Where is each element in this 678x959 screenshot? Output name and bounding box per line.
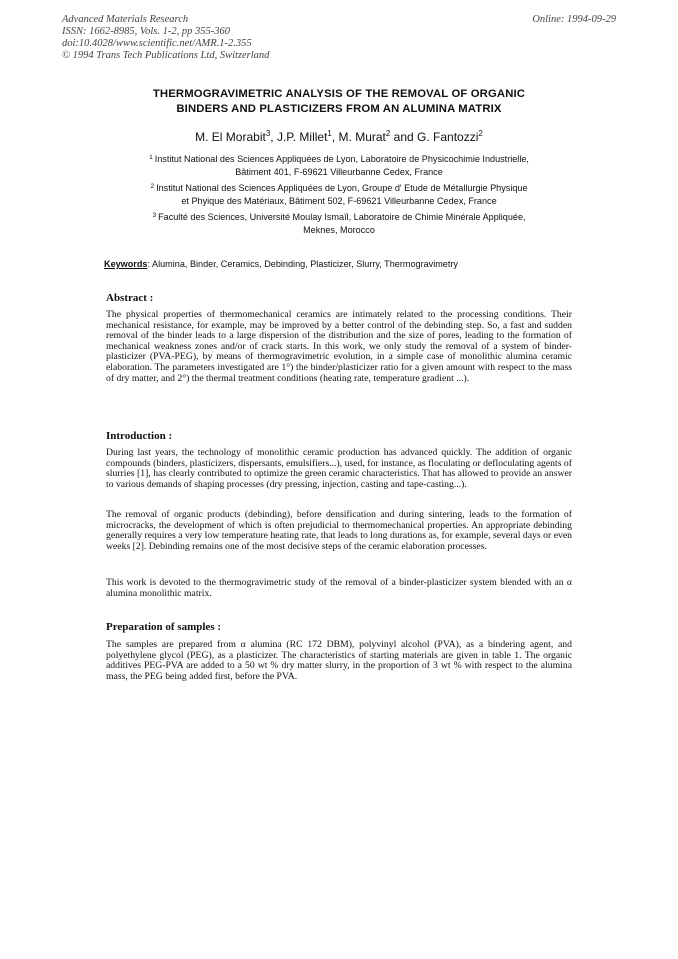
- affiliation-line: Bâtiment 401, F-69621 Villeurbanne Cedex, France: [235, 167, 443, 177]
- introduction-paragraph-3: This work is devoted to the thermogravimetric study of the removal of a binder-plasticizer system blended with an α alumina monolithic matrix.: [106, 577, 572, 599]
- journal-name: Advanced Materials Research: [62, 14, 189, 25]
- keywords-text: Alumina, Binder, Ceramics, Debinding, Plasticizer, Slurry, Thermogravimetry: [152, 259, 458, 269]
- introduction-paragraph-2: The removal of organic products (debinding), before densification and during sintering, leads to the formation of microcracks, the development of which is often prejudicial to thermomechanical properties. An appropriate debinding generally requires a very low temperature heating rate, that leads to long durations as, for example, several days or even weeks [2]. Debinding remains one of the most decisive steps of the ceramic elaboration processes.: [106, 509, 572, 552]
- affiliation-number: 3: [152, 212, 157, 219]
- introduction-heading: Introduction :: [106, 430, 173, 442]
- author-separator: and: [390, 130, 418, 144]
- preparation-text: The samples are prepared from α alumina (RC 172 DBM), polyvinyl alcohol (PVA), as a bindering agent, and polyethylene glycol (PEG), as a plasticizer. The characteristics of starting materials are given in table 1. The organic additives PEG-PVA are added to a 50 wt % dry matter slurry, in the proportion of 3 wt % with respect to the alumina mass, the PEG being added first, before the PVA.: [106, 639, 572, 682]
- title-line-1: THERMOGRAVIMETRIC ANALYSIS OF THE REMOVAL OF ORGANIC: [152, 88, 526, 100]
- author-name: M. Murat: [338, 130, 386, 144]
- author-list: [60, 129, 618, 144]
- doi-line: doi:10.4028/www.scientific.net/AMR.1-2.355: [62, 38, 252, 49]
- affiliation-number: 2: [150, 183, 155, 190]
- keywords-line: Keywords: Alumina, Binder, Ceramics, Debinding, Plasticizer, Slurry, Thermogravimetry: [104, 259, 458, 269]
- introduction-paragraph-1: During last years, the technology of monolithic ceramic production has advanced quickly. The addition of organic compounds (binders, plasticizers, dispersants, emulsifiers...), used, for instance, as floculating or defloculating agents of slurries [1], has clearly contributed to optimize the green ceramic characteristics. That has allowed to provide an answer to various demands of shaping processes (dry pressing, injection, casting and tape-casting...).: [106, 447, 572, 490]
- affiliation-line: Institut National des Sciences Appliquées de Lyon, Laboratoire de Physicochimie Industrielle,: [154, 154, 529, 164]
- paper-title: [60, 87, 618, 117]
- keywords-label: Keywords: [104, 259, 148, 269]
- issn-line: ISSN: 1662-8985, Vols. 1-2, pp 355-360: [62, 26, 230, 37]
- affiliation-line: Institut National des Sciences Appliquées de Lyon, Groupe d' Etude de Métallurgie Physique: [156, 183, 528, 193]
- author-name: M. El Morabit: [195, 130, 266, 144]
- abstract-heading: Abstract :: [106, 292, 154, 304]
- journal-header: [62, 14, 616, 62]
- abstract-text: The physical properties of thermomechanical ceramics are intimately related to the processing conditions. Their mechanical resistance, for example, may be improved by a better control of the debinding step. So, a fast and sudden removal of the binder leads to a large dispersion of the distribution and the size of pores, leading to the formation of mechanical weakness zones and/or of crack starts. In this work, we only study the removal of a system of binder-plasticizer (PVA-PEG), by means of thermogravimetric evolution, in a simple case of monolithic alumina ceramic elaboration. The parameters investigated are 1°) the binder/plasticizer ratio for a given amount with respect to the mass of dry matter, and 2°) the thermal treatment conditions (heating rate, temperature gradient ...).: [106, 309, 572, 384]
- author-affil-sup: 2: [478, 129, 483, 138]
- affiliation-line: Faculté des Sciences, Université Moulay Ismaïl, Laboratoire de Chimie Minérale Appliquée,: [158, 212, 526, 222]
- copyright-line: © 1994 Trans Tech Publications Ltd, Switzerland: [62, 50, 270, 61]
- author-affil-sup: 2: [385, 129, 391, 138]
- affiliation-line: Meknes, Morocco: [303, 225, 375, 235]
- author-affil-sup: 1: [327, 129, 332, 138]
- author-name: J.P. Millet: [276, 130, 328, 144]
- affiliation-line: et Phyique des Matériaux, Bâtiment 502, F-69621 Villeurbanne Cedex, France: [181, 196, 497, 206]
- online-date: Online: 1994-09-29: [532, 14, 616, 25]
- affiliation-number: 1: [149, 154, 153, 161]
- affiliation-3: [90, 209, 588, 237]
- author-separator: ,: [331, 130, 339, 144]
- affiliation-2: [90, 180, 588, 208]
- author-affil-sup: 3: [265, 129, 271, 138]
- author-separator: ,: [270, 130, 277, 144]
- preparation-heading: Preparation of samples :: [106, 621, 221, 633]
- title-line-2: BINDERS AND PLASTICIZERS FROM AN ALUMINA MATRIX: [176, 103, 502, 115]
- author-name: G. Fantozzi: [417, 130, 479, 144]
- affiliation-1: [90, 151, 588, 179]
